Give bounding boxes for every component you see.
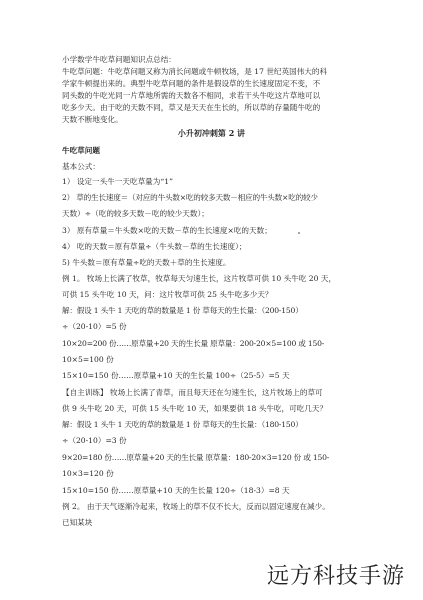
- intro-line: 同头数的牛吃光同一片草地所需的天数各不相同，求若干头牛吃这片草地可以: [62, 91, 321, 100]
- solution-1-line: 10×20=200 份……原草量+20 天的生长量 原草量：200-20×5=100 或 150-: [62, 339, 325, 348]
- formula-line: 4） 吃的天数＝原有草量÷（牛头数－草的生长速度）；: [62, 242, 247, 251]
- intro-line: 学家牛顿提出来的。典型牛吃草问题的条件是假设草的生长速度固定不变，不: [62, 79, 321, 88]
- intro-line: 天数不断地变化。: [62, 115, 123, 124]
- formula-line: 1） 设定一头牛一天吃草量为“1”: [62, 177, 173, 186]
- practice-line: 10×3=120 份: [62, 469, 114, 478]
- example-2-line: 已知某块: [62, 518, 93, 527]
- formula-line: 2） 草的生长速度＝（对应的牛头数×吃的较多天数－相应的牛头数×吃的较少: [62, 193, 318, 202]
- example-1-line: 例 1。 牧场上长满了牧草，牧草每天匀速生长，这片牧草可供 10 头牛吃 20 天，: [62, 274, 337, 283]
- solution-1-line: 10×5=100 份: [62, 355, 114, 364]
- practice-line: 解：假设 1 头牛 1 天吃的草的数量是 1 份 草每天的生长量：（180-150）: [62, 420, 303, 429]
- lecture-title: 小升初冲刺第 2 讲: [177, 128, 246, 138]
- intro-line: 牛吃草问题：牛吃草问题又称为消长问题或牛顿牧场，是 17 世纪英国伟大的科: [62, 67, 328, 76]
- formula-label: 基本公式：: [62, 162, 100, 171]
- example-1-line: 可供 15 头牛吃 10 天，问：这片牧草可供 25 头牛吃多少天？: [62, 290, 273, 299]
- formula-line: 3） 原有草量＝牛头数×吃的天数－草的生长速度×吃的天数；: [62, 226, 272, 235]
- formula-line: 5) 牛头数＝原有草量÷吃的天数＋草的生长速度。: [62, 258, 231, 267]
- practice-line: 9×20=180 份……原草量+20 天的生长量 原草量：180-20×3=120 份 或 150-: [62, 453, 330, 462]
- stray-dot: [298, 232, 300, 234]
- practice-line: ÷（20-10）=3 份: [62, 436, 127, 445]
- solution-1-line: 15×10=150 份……原草量+10 天的生长量 100÷（25-5）=5 天: [62, 371, 290, 380]
- solution-1-line: 解：假设 1 头牛 1 天吃的草的数量是 1 份 草每天的生长量：（200-150）: [62, 306, 303, 315]
- practice-line: 15×10=150 份……原草量+10 天的生长量 120÷（18-3）=8 天: [62, 486, 290, 495]
- section-title: 牛吃草问题: [62, 146, 100, 155]
- example-2-line: 例 2。 由于天气逐渐冷起来，牧场上的草不仅不长大，反而以固定速度在减少。: [62, 502, 330, 511]
- intro-line: 小学数学牛吃草问题知识点总结：: [62, 55, 176, 64]
- watermark: 远方科技手游: [266, 564, 405, 589]
- intro-line: 吃多少天。由于吃的天数不同，草又是天天在生长的，所以草的存量随牛吃的: [62, 103, 321, 112]
- practice-line: 【自主训练】 牧场上长满了青草，而且每天还在匀速生长，这片牧场上的草可: [62, 388, 323, 397]
- solution-1-line: ÷（20-10）=5 份: [62, 322, 127, 331]
- practice-line: 供 9 头牛吃 20 天，可供 15 头牛吃 10 天，如果要供 18 头牛吃，可吃几天？: [62, 404, 328, 413]
- formula-line: 天数）÷（吃的较多天数－吃的较少天数）；: [62, 209, 209, 218]
